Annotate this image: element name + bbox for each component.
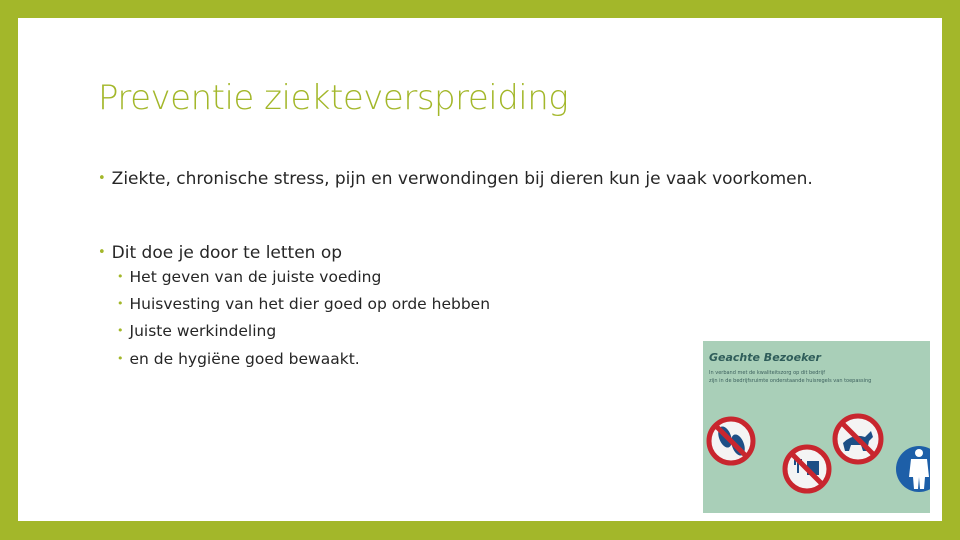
bullet-dot: •	[117, 352, 124, 365]
slide-title: Preventie ziekteverspreiding	[98, 78, 569, 118]
sub-bullet-text: Huisvesting van het dier goed op orde hebben	[129, 295, 491, 313]
bullet-item	[98, 243, 342, 263]
slide	[18, 18, 942, 521]
bullet-dot: •	[117, 270, 124, 283]
sub-bullet-text: Juiste werkindeling	[129, 322, 277, 340]
bullet-dot: •	[117, 297, 124, 310]
no-dogs-icon	[835, 416, 881, 462]
bullet-dot: •	[98, 245, 106, 260]
sub-bullet-text: Het geven van de juiste voeding	[129, 268, 382, 286]
protective-clothing-icon	[896, 446, 930, 492]
sign-text-line: zijn in de bedrijfsruimte onderstaande huisregels van toepassing	[709, 378, 872, 384]
bullet-dot: •	[117, 324, 124, 337]
no-food-drink-icon	[785, 447, 829, 491]
sub-bullet-item	[117, 268, 381, 286]
bullet-item	[98, 169, 813, 189]
sub-bullet-item	[117, 295, 490, 313]
hygiene-sign-photo	[703, 341, 930, 513]
bullet-dot: •	[98, 171, 106, 186]
no-shoes-icon	[709, 419, 753, 463]
sub-bullet-text: en de hygiëne goed bewaakt.	[129, 350, 360, 368]
sub-bullet-item	[117, 350, 360, 368]
sub-bullet-item	[117, 322, 276, 340]
bullet-text: Dit doe je door te letten op	[111, 243, 343, 263]
sign-title: Geachte Bezoeker	[709, 351, 821, 364]
bullet-text: Ziekte, chronische stress, pijn en verwondingen bij dieren kun je vaak voorkomen.	[111, 169, 813, 189]
sign-icons	[703, 411, 930, 511]
sign-text-line: In verband met de kwaliteitszorg op dit bedrijf	[709, 370, 826, 376]
